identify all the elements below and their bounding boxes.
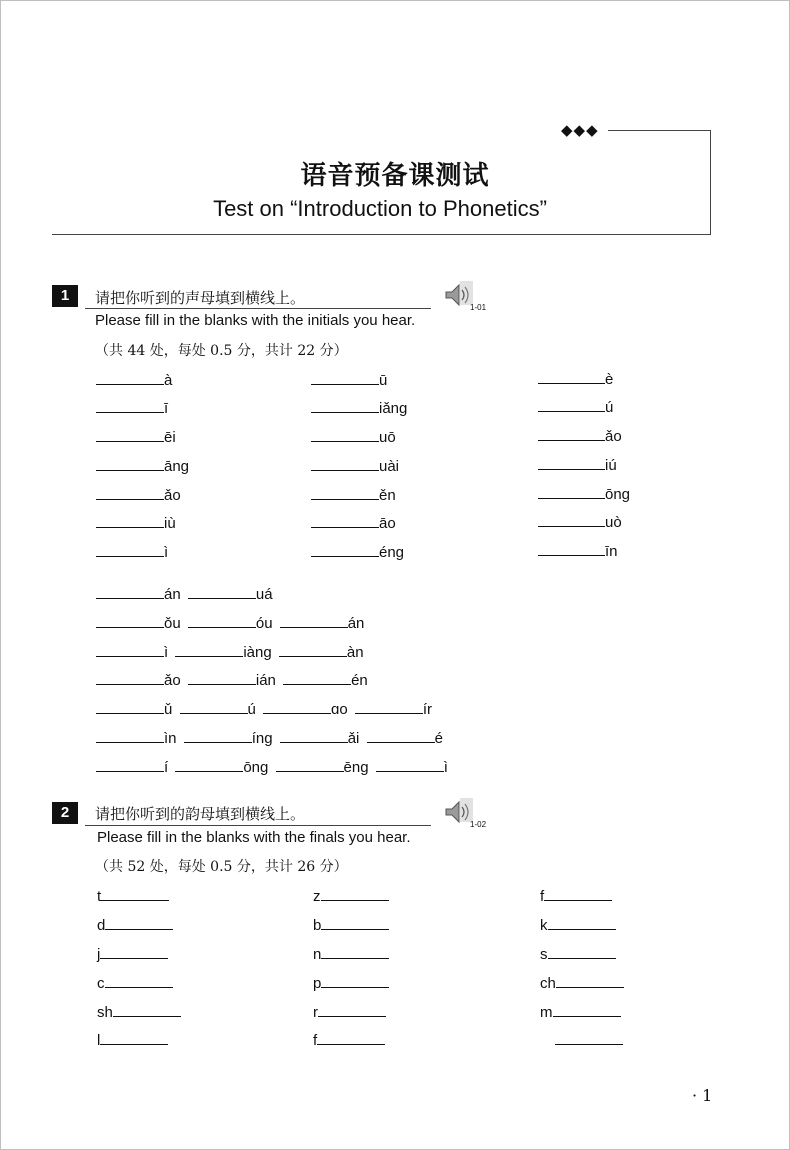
speaker-icon [440,797,474,827]
list-item: ch [540,973,624,994]
list-item [555,1030,623,1051]
list-item: n [313,944,389,965]
answer-blank[interactable] [318,1002,386,1017]
section-1-underline [85,308,431,309]
page-title-english: Test on “Introduction to Phonetics” [213,196,547,221]
answer-blank[interactable] [280,613,348,628]
list-item: āng [96,456,189,477]
list-item: ǎo [538,426,622,447]
list-item: ì iàng àn [96,642,364,663]
answer-blank[interactable] [355,699,423,714]
answer-blank[interactable] [321,886,389,901]
list-item: uō [311,427,396,448]
answer-blank[interactable] [101,886,169,901]
answer-blank[interactable] [105,973,173,988]
section-1-score: （共 44 处，每处 0.5 分，共计 22 分） [95,343,348,359]
answer-blank[interactable] [96,370,164,385]
answer-blank[interactable] [279,642,347,657]
answer-blank[interactable] [188,584,256,599]
section-1-instruction-cn: 请把你听到的声母填到横线上。 [95,289,306,307]
answer-blank[interactable] [548,944,616,959]
speaker-icon [440,280,474,310]
section-1-instruction-en: Please fill in the blanks with the initials you hear. [95,312,416,329]
list-item: ǔ ú ɑo ír [96,699,432,720]
answer-blank[interactable] [283,670,351,685]
section-1-track-label: 1-01 [470,303,487,312]
list-item: k [540,915,616,936]
answer-blank[interactable] [105,915,173,930]
list-item: p [313,973,389,994]
answer-blank[interactable] [96,613,164,628]
list-item: ǒu óu án [96,613,364,634]
list-item: s [540,944,616,965]
list-item: uò [538,512,622,533]
list-item: í ōng ēng ì [96,757,448,778]
answer-blank[interactable] [175,642,243,657]
section-2-score: （共 52 处，每处 0.5 分，共计 26 分） [95,859,348,875]
answer-blank[interactable] [96,670,164,685]
answer-blank[interactable] [96,427,164,442]
answer-blank[interactable] [538,369,605,384]
list-item: t [97,886,169,907]
list-item: āo [311,513,396,534]
list-item: c [97,973,173,994]
answer-blank[interactable] [96,542,164,557]
list-item: ì [96,542,168,563]
answer-blank[interactable] [311,485,379,500]
section-2-track-label: 1-02 [470,820,487,829]
answer-blank[interactable] [376,757,444,772]
answer-blank[interactable] [180,699,248,714]
list-item: ìn íng ǎi é [96,728,443,749]
list-item: ú [538,397,613,418]
list-item: ī [96,398,168,419]
answer-blank[interactable] [113,1002,181,1017]
list-item: j [97,944,168,965]
list-item: iǎng [311,398,407,419]
answer-blank[interactable] [548,915,616,930]
list-item: à [96,370,172,391]
answer-blank[interactable] [311,370,379,385]
answer-blank[interactable] [538,455,605,470]
list-item: sh [97,1002,181,1023]
list-item: è [538,369,613,390]
answer-blank[interactable] [367,728,435,743]
answer-blank[interactable] [538,397,605,412]
answer-blank[interactable] [538,512,605,527]
answer-blank[interactable] [263,699,331,714]
answer-blank[interactable] [100,944,168,959]
answer-blank[interactable] [311,542,379,557]
answer-blank[interactable] [96,642,164,657]
list-item: éng [311,542,404,563]
answer-blank[interactable] [184,728,252,743]
answer-blank[interactable] [188,670,256,685]
list-item: ū [311,370,387,391]
list-item: m [540,1002,621,1023]
answer-blank[interactable] [321,944,389,959]
list-item: ěn [311,485,396,506]
list-item: ǎo ián én [96,670,368,691]
answer-blank[interactable] [321,973,389,988]
answer-blank[interactable] [188,613,256,628]
list-item: z [313,886,389,907]
answer-blank[interactable] [96,456,164,471]
list-item: īn [538,541,618,562]
answer-blank[interactable] [556,973,624,988]
list-item: án uá [96,584,273,605]
answer-blank[interactable] [317,1030,385,1045]
section-2-number: 2 [52,802,78,824]
answer-blank[interactable] [311,456,379,471]
section-1-number: 1 [52,285,78,307]
list-item: f [540,886,612,907]
answer-blank[interactable] [96,485,164,500]
list-item: ōng [538,484,630,505]
list-item: uài [311,456,399,477]
section-2-underline [85,825,431,826]
answer-blank[interactable] [96,757,164,772]
answer-blank[interactable] [100,1030,168,1045]
answer-blank[interactable] [96,513,164,528]
answer-blank[interactable] [311,427,379,442]
answer-blank[interactable] [538,484,605,499]
answer-blank[interactable] [96,728,164,743]
list-item: l [97,1030,168,1051]
list-item: r [313,1002,386,1023]
list-item: f [313,1030,385,1051]
answer-blank[interactable] [175,757,243,772]
section-2-instruction-cn: 请把你听到的韵母填到横线上。 [95,805,306,823]
list-item: iú [538,455,617,476]
answer-blank[interactable] [553,1002,621,1017]
list-item: iù [96,513,176,534]
page-number: · 1 [692,1086,713,1105]
list-item: ǎo [96,485,181,506]
answer-blank[interactable] [96,398,164,413]
answer-blank[interactable] [96,699,164,714]
answer-blank[interactable] [555,1030,623,1045]
answer-blank[interactable] [538,541,605,556]
page-title-chinese: 语音预备课测试 [300,161,490,191]
diamond-decoration: ◆◆◆ [561,121,599,139]
answer-blank[interactable] [276,757,344,772]
answer-blank[interactable] [96,584,164,599]
answer-blank[interactable] [280,728,348,743]
list-item: d [97,915,173,936]
list-item: ēi [96,427,176,448]
answer-blank[interactable] [544,886,612,901]
answer-blank[interactable] [311,398,379,413]
section-2-instruction-en: Please fill in the blanks with the finals you hear. [97,829,411,846]
answer-blank[interactable] [538,426,605,441]
list-item: b [313,915,389,936]
answer-blank[interactable] [321,915,389,930]
answer-blank[interactable] [311,513,379,528]
